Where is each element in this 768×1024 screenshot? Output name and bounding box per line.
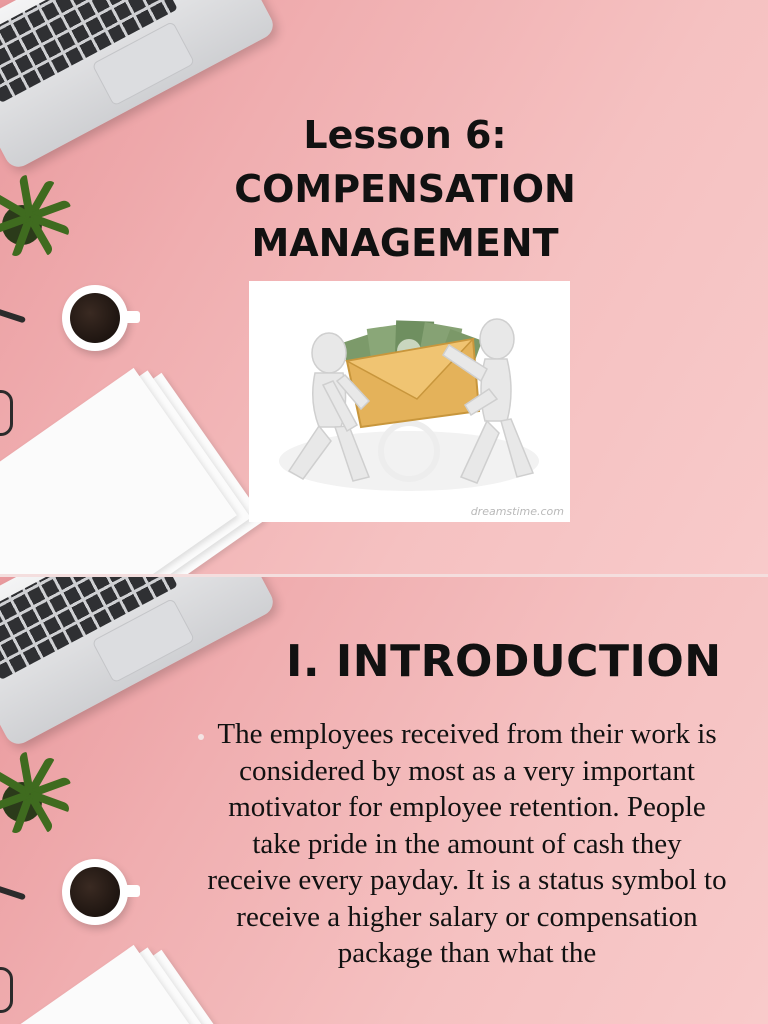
title-line-2: COMPENSATION [234, 167, 576, 211]
money-envelope-illustration [249, 281, 570, 522]
title-line-3: MANAGEMENT [251, 221, 559, 265]
pen-icon [0, 884, 26, 901]
title-line-1: Lesson 6: [303, 113, 507, 157]
intro-paragraph: The employees received from their work is considered by most as a very important motivator for employee retention. People take pride in the amount of cash they receive every payday. It is a status symbol to receive a higher salary or compensation package than what the [207, 718, 727, 969]
plant-icon [0, 175, 82, 265]
section-heading: I. INTRODUCTION [286, 636, 722, 687]
lesson-title [200, 108, 610, 270]
glasses-icon [0, 967, 13, 1013]
glasses-icon [0, 390, 13, 436]
two-figures-carrying-money-icon [249, 281, 570, 522]
bullet-icon [198, 734, 204, 740]
plant-icon [0, 752, 82, 842]
pen-icon [0, 307, 26, 324]
image-watermark: dreamstime.com [470, 505, 564, 518]
papers-decoration [0, 351, 273, 574]
coffee-cup-icon [62, 859, 128, 925]
coffee-cup-icon [62, 285, 128, 351]
